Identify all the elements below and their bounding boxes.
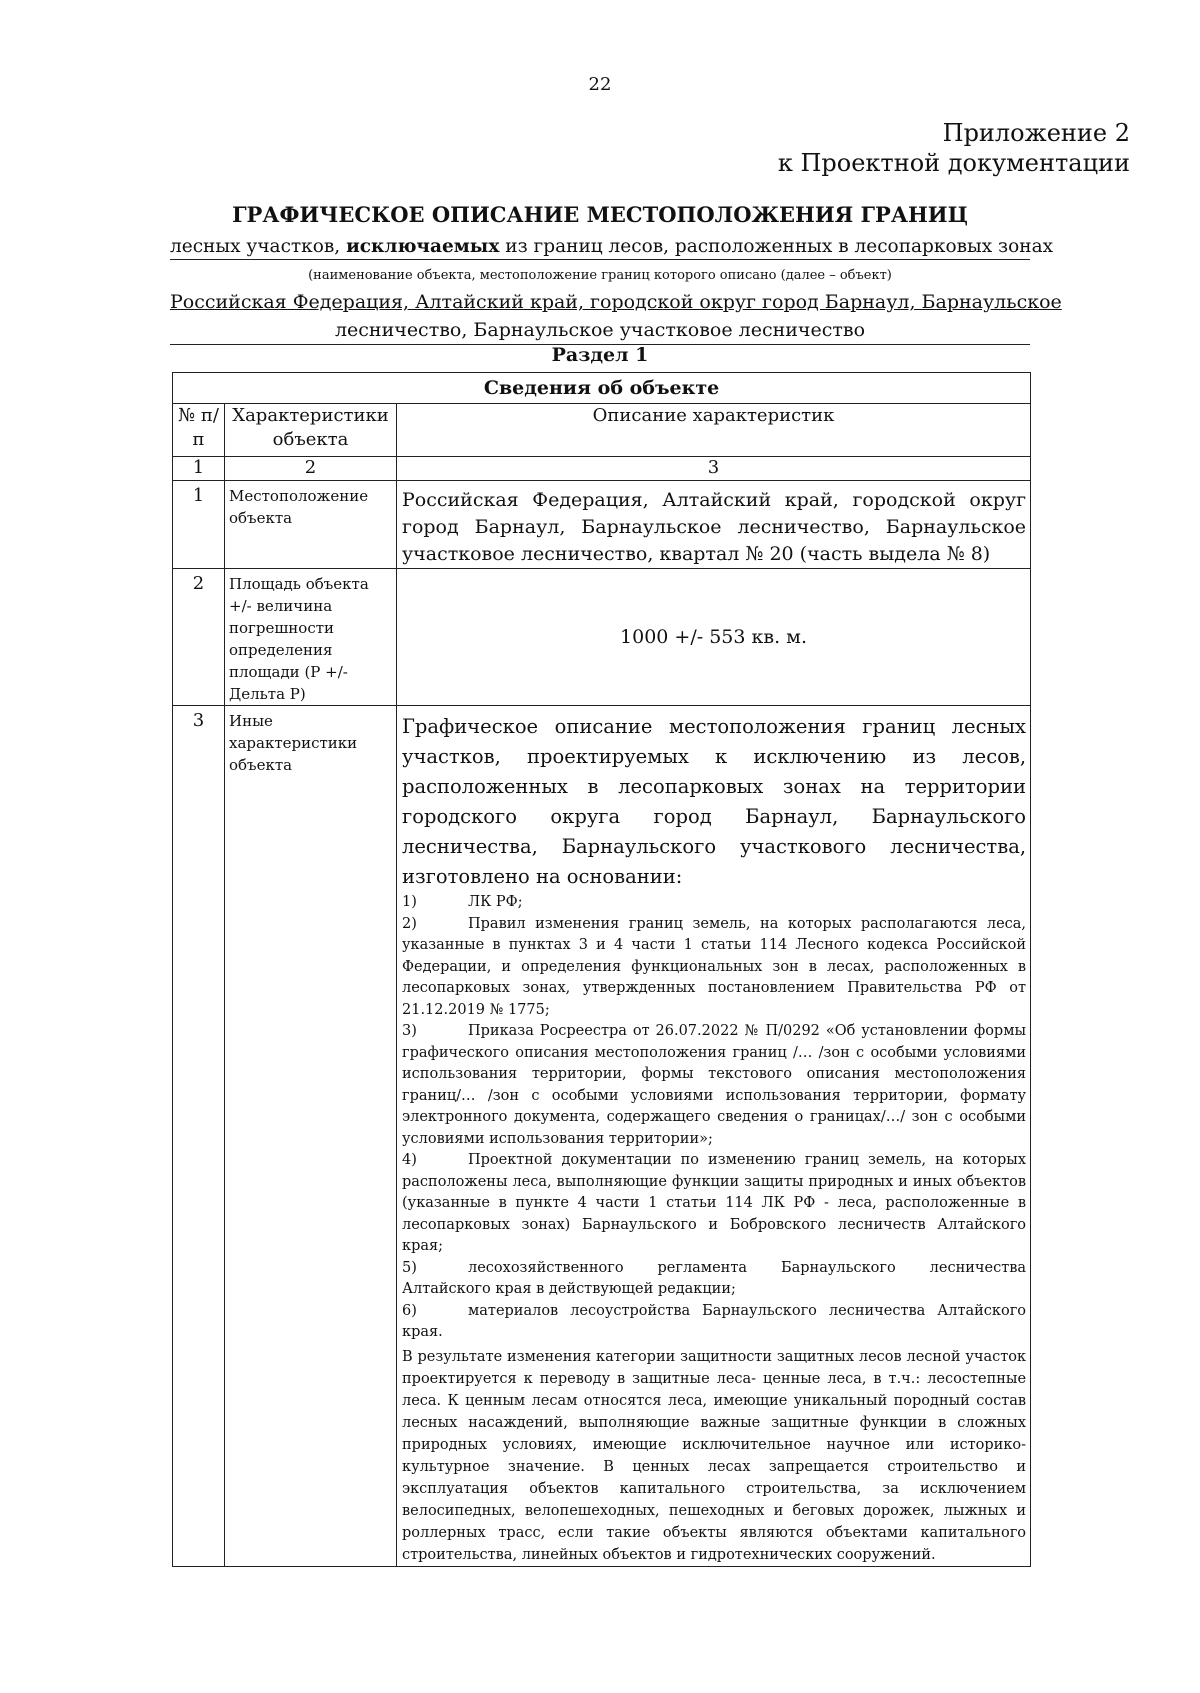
- row-num: 3: [173, 706, 225, 1567]
- row-num: 1: [173, 481, 225, 569]
- col-number: 3: [397, 457, 1031, 481]
- row-value: Российская Федерация, Алтайский край, городской округ город Барнаул, Барнаульское лесничество, Барнаульское участковое лесничество, квартал № 20 (часть выдела № 8): [397, 481, 1031, 569]
- list-item-number: 5): [402, 1259, 417, 1276]
- object-location-line-1: Российская Федерация, Алтайский край, городской округ город Барнаул, Барнаульское: [170, 291, 1062, 313]
- row-num: 2: [173, 569, 225, 706]
- list-item-text: Приказа Росреестра от 26.07.2022 № П/0292 «Об установлении формы графического описания местоположения границ /… /зон с особыми условиями использования территории, формы текстового описания местоположения границ/… /зон с особыми условиями использования территории, формату электронного документа, содержащего сведения о границах/…/ зон с особыми условиями использования территории»;: [402, 1023, 1027, 1147]
- header-description: Описание характеристик: [397, 404, 1031, 457]
- row-value: 1000 +/- 553 кв. м.: [397, 569, 1031, 706]
- description-intro: Графическое описание местоположения границ лесных участков, проектируемых к исключению из лесов, расположенных в лесопарковых зонах на территории городского округа город Барнаул, Барнаульского лесничества, Барнаульского участкового лесничества, изготовлено на основании:: [402, 715, 1027, 888]
- column-number-row: [173, 457, 1031, 481]
- list-item-number: 3): [402, 1023, 417, 1039]
- list-item: [402, 892, 1026, 914]
- page-number: 22: [588, 74, 612, 95]
- subtitle-hint: (наименование объекта, местоположение границ которого описано (далее – объект): [308, 268, 892, 283]
- list-item-text: Проектной документации по изменению границ земель, на которых расположены леса, выполняющие функции защиты природных и иных объектов (указанные в пункте 4 части 1 статьи 114 ЛК РФ - леса, расположенные в лесопарковых зонах) Барнаульского и Бобровского лесничеств Алтайского края;: [402, 1152, 1027, 1254]
- table-row: [173, 569, 1031, 706]
- appendix-heading: [778, 118, 1130, 178]
- row-value: [397, 706, 1031, 1567]
- basis-list: [402, 892, 1026, 1344]
- row-name: Иные характеристики объекта: [225, 706, 397, 1567]
- subtitle-part-2: из границ лесов, расположенных в лесопарковых зонах: [499, 236, 1054, 257]
- list-item: [402, 914, 1026, 1022]
- table-row: [173, 481, 1031, 569]
- list-item-number: 6): [402, 1302, 417, 1319]
- list-item: [402, 1301, 1026, 1344]
- document-title: ГРАФИЧЕСКОЕ ОПИСАНИЕ МЕСТОПОЛОЖЕНИЯ ГРАНИЦ: [232, 202, 968, 227]
- list-item: [402, 1021, 1026, 1150]
- list-item-number: 4): [402, 1152, 417, 1168]
- table-caption: Сведения об объекте: [173, 373, 1031, 404]
- section-title: Раздел 1: [551, 344, 649, 366]
- list-item-number: 2): [402, 915, 417, 932]
- list-item-text: ЛК РФ;: [468, 894, 523, 910]
- header-num: № п/п: [173, 404, 225, 457]
- table-caption-row: [173, 373, 1031, 404]
- object-location: [170, 288, 1062, 345]
- list-item-text: Правил изменения границ земель, на которых располагаются леса, указанные в пунктах 3 и 4 части 1 статьи 114 Лесного кодекса Российской Федерации, и определения функциональных зон в лесах, расположенных в лесопарковых зонах, утвержденных постановлением Правительства РФ от 21.12.2019 № 1775;: [402, 915, 1027, 1018]
- list-item: [402, 1150, 1026, 1258]
- row-name: Местоположение объекта: [225, 481, 397, 569]
- description-conclusion: В результате изменения категории защитности защитных лесов лесной участок проектируется к переводу в защитные леса- ценные леса, в т.ч.: лесостепные леса. К ценным лесам относятся леса, имеющие уникальный породный состав лесных насаждений, выполняющие важные защитные функции в сложных природных условиях, имеющие исключительное научное или историко-культурное значение. В ценных лесах запрещается строительство и эксплуатация объектов капитального строительства, за исключением велосипедных, велопешеходных, пешеходных и беговых дорожек, лыжных и роллерных трасс, если такие объекты являются объектами капитального строительства, линейных объектов и гидротехнических сооружений.: [402, 1348, 1027, 1563]
- col-number: 1: [173, 457, 225, 481]
- appendix-line-2: к Проектной документации: [777, 149, 1130, 177]
- object-location-line-2: лесничество, Барнаульское участковое лесничество: [170, 316, 1030, 345]
- list-item-number: 1): [402, 894, 417, 910]
- document-subtitle: [170, 236, 1054, 260]
- col-number: 2: [225, 457, 397, 481]
- list-item-text: материалов лесоустройства Барнаульского лесничества Алтайского края.: [402, 1302, 1027, 1340]
- subtitle-part-1: лесных участков,: [170, 236, 347, 257]
- object-info-table: [172, 372, 1031, 1567]
- table-header-row: [173, 404, 1031, 457]
- subtitle-bold: исключаемых: [346, 236, 500, 257]
- appendix-line-1: Приложение 2: [942, 119, 1130, 147]
- list-item: [402, 1258, 1026, 1301]
- list-item-text: лесохозяйственного регламента Барнаульского лесничества Алтайского края в действующей редакции;: [402, 1259, 1027, 1297]
- row-name: Площадь объекта +/- величина погрешности определения площади (Р +/- Дельта Р): [225, 569, 397, 706]
- header-characteristics: Характеристики объекта: [225, 404, 397, 457]
- table-row: [173, 706, 1031, 1567]
